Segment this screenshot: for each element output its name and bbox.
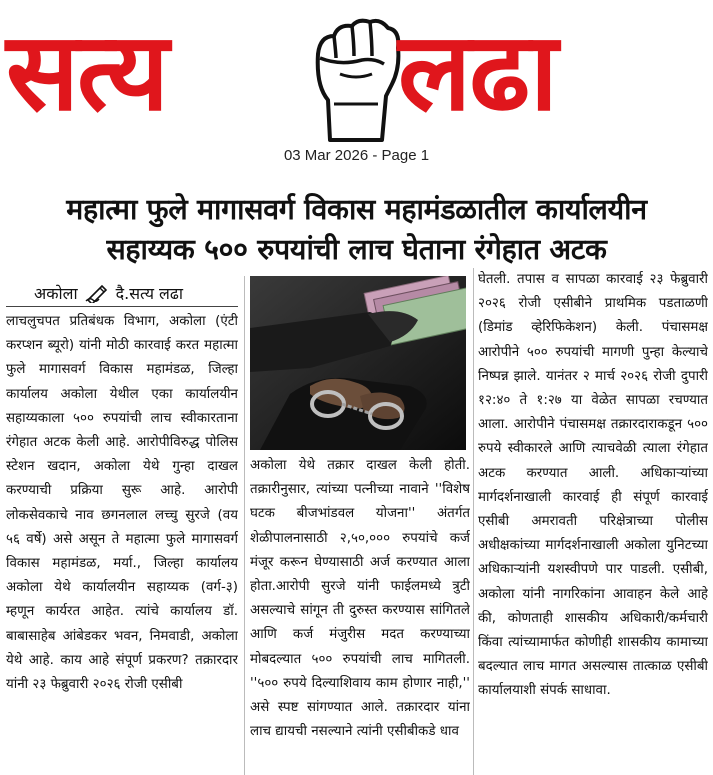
masthead-title-right: लढा xyxy=(398,10,557,135)
byline xyxy=(34,282,183,304)
headline-line-1: महात्मा फुले मागासवर्ग विकास महामंडळातील कार्यालयीन xyxy=(66,193,647,226)
handcuffed-hands-bribe-photo xyxy=(250,276,466,450)
article-column-3: घेतली. तपास व सापळा कारवाई २३ फेब्रुवारी २०२६ रोजी एसीबीने प्राथमिक पडताळणी (डिमांड व्हेरिफिकेशन) केली. पंचासमक्ष आरोपीने ५०० रुपयांची मागणी पुन्हा केल्याचे निष्पन्न झाले. यानंतर २ मार्च २०२६ रोजी दुपारी १२:४० ते १:२७ या वेळेत सापळा रचण्यात आला. आरोपीने पंचासमक्ष तक्रारदाराकडून ५०० रुपये स्वीकारले आणि त्याचवेळी त्याला रंगेहात अटक करण्यात आली. अधिकाऱ्यांच्या मार्गदर्शनाखाली कारवाई ही संपूर्ण कारवाई एसीबी अमरावती परिक्षेत्राच्या पोलीस अधीक्षकांच्या मार्गदर्शनाखाली अकोला युनिटच्या अधिकाऱ्यांनी यशस्वीपणे पार पाडली. एसीबी, अकोला यांनी नागरिकांना आवाहन केले आहे की, कोणताही शासकीय अधिकारी/कर्मचारी किंवा त्यांच्यामार्फत कोणीही शासकीय कामाच्या बदल्यात लाच मागत असल्यास तात्काळ एसीबी कार्यालयाशी संपर्क साधावा. xyxy=(478,272,708,699)
masthead-title-left: सत्य xyxy=(6,10,167,135)
pen-writing-icon xyxy=(84,283,110,303)
raised-fist-icon xyxy=(300,14,412,142)
dateline: 03 Mar 2026 - Page 1 xyxy=(283,147,430,164)
headline xyxy=(10,190,703,270)
column-divider-2 xyxy=(473,268,474,775)
article-column-2: अकोला येथे तक्रार दाखल केली होती. तक्रारीनुसार, त्यांच्या पत्नीच्या नावाने ''विशेष घटक बीजभांडवल योजना'' अंतर्गत शेळीपालनासाठी २,५०,००० रुपयांचे कर्ज मंजूर करून घेण्यासाठी अर्ज करण्यात आला होता.आरोपी सुरजे यांनी फाईलमध्ये त्रुटी असल्याचे सांगून ती दुरुस्त करण्यास सांगितले आणि कर्ज मंजुरीस मदत करण्याच्या मोबदल्यात ५०० रुपयांची लाच मागितली. ''५०० रुपये दिल्याशिवाय काम होणार नाही,'' असे स्पष्ट सांगण्यात आले. तक्रारदार यांना लाच द्यायची नसल्याने त्यांनी एसीबीकडे धाव xyxy=(250,458,470,740)
article-column-1: लाचलुचपत प्रतिबंधक विभाग, अकोला (एंटी करप्शन ब्यूरो) यांनी मोठी कारवाई करत महात्मा फुले मागासवर्ग विकास महामंडळ, जिल्हा कार्यालय अकोला येथील एका कार्यालयीन सहाय्यकाला ५०० रुपयांची लाच स्वीकारताना रंगेहात अटक केली आहे. आरोपीविरुद्ध पोलिस स्टेशन खदान, अकोला येथे गुन्हा दाखल करण्याची प्रक्रिया सुरू आहे. आरोपी लोकसेवकाचे नाव छगनलाल लच्चु सुरजे (वय ५६ वर्षे) असे असून ते महात्मा फुले मागासवर्ग विकास महामंडळ, मर्या., जिल्हा कार्यालय अकोला येथे कार्यालयीन सहाय्यक (वर्ग-३) म्हणून कार्यरत आहेत. त्यांचे कार्यालय डॉ. बाबासाहेब आंबेडकर भवन, निमवाडी, अकोला येथे आहे. काय आहे संपूर्ण प्रकरण? तक्रारदार यांनी २३ फेब्रुवारी २०२६ रोजी एसीबी xyxy=(6,314,238,693)
byline-rule xyxy=(6,306,238,307)
byline-source: दै.सत्य लढा xyxy=(115,284,184,303)
headline-line-2: सहाय्यक ५०० रुपयांची लाच घेताना रंगेहात अटक xyxy=(106,233,607,266)
masthead xyxy=(0,0,713,142)
column-divider-1 xyxy=(244,276,245,775)
byline-place: अकोला xyxy=(34,284,78,303)
